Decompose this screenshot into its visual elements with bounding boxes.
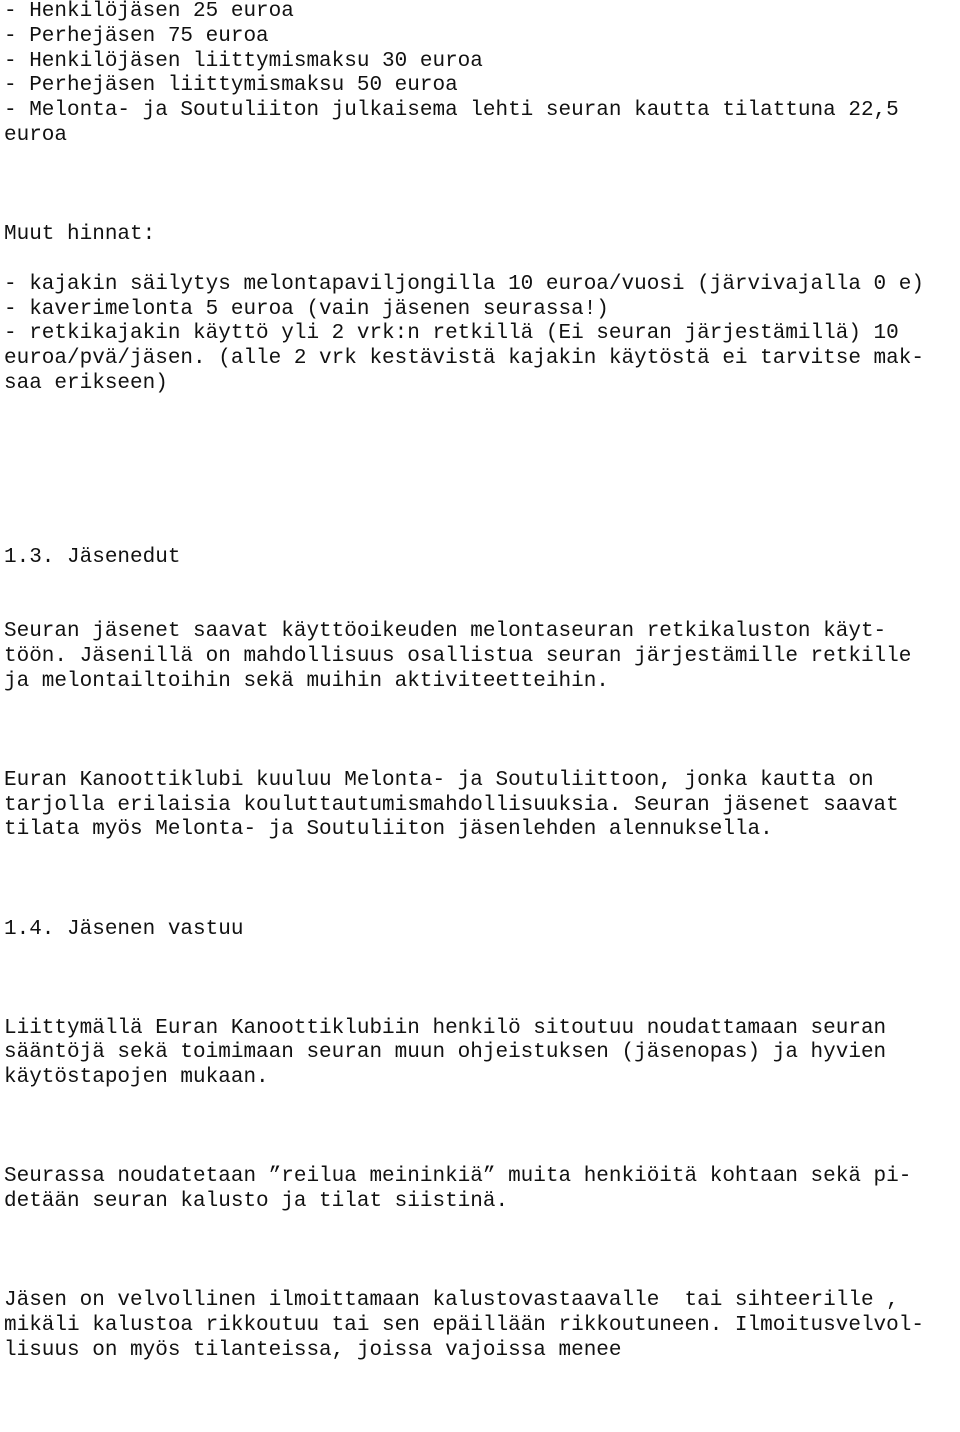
list-item: - Henkilöjäsen 25 euroa [4,0,294,23]
paragraph [4,769,956,843]
paragraph-line: Seuran jäsenet saavat käyttöoikeuden melontaseuran retkikaluston käyt- [4,619,887,643]
list-item: - retkikajakin käyttö yli 2 vrk:n retkillä (Ei seuran järjestämillä) 10 [4,322,899,346]
spacer [4,149,956,223]
membership-fees-list [4,0,956,149]
spacer [4,1091,956,1165]
paragraph-line: tarjolla erilaisia kouluttautumismahdollisuuksia. Seuran jäsenet saavat [4,793,899,817]
section-heading: 1.3. Jäsenedut [4,545,181,569]
paragraph [4,620,956,694]
paragraph-line: ja melontailtoihin sekä muihin aktiviteetteihin. [4,669,609,693]
spacer [4,248,956,273]
list-item: - kajakin säilytys melontapaviljongilla 10 euroa/vuosi (järvivajalla 0 e) [4,272,924,296]
spacer [4,843,956,917]
spacer [4,397,956,546]
spacer [4,570,956,620]
paragraph [4,1289,956,1363]
list-item: - kaverimelonta 5 euroa (vain jäsenen seurassa!) [4,297,609,321]
list-item: euroa [4,123,68,147]
paragraph-line: sääntöjä sekä toimimaan seuran muun ohjeistuksen (jäsenopas) ja hyvien [4,1041,887,1065]
paragraph-line: lisuus on myös tilanteissa, joissa vajoissa menee [4,1339,622,1363]
paragraph-line: Liittymällä Euran Kanoottiklubiin henkilö sitoutuu noudattamaan seuran [4,1016,887,1040]
paragraph-line: Seurassa noudatetaan ”reilua meininkiä” muita henkiöitä kohtaan sekä pi- [4,1165,912,1189]
spacer [4,694,956,768]
paragraph-line: Euran Kanoottiklubi kuuluu Melonta- ja Soutuliittoon, jonka kautta on [4,768,874,792]
list-item: saa erikseen) [4,371,168,395]
paragraph-line: käytöstapojen mukaan. [4,1066,269,1090]
paragraph-line: mikäli kalustoa rikkoutuu tai sen epäillään rikkoutuneen. Ilmoitusvelvol- [4,1314,924,1338]
paragraph-line: tilata myös Melonta- ja Soutuliiton jäsenlehden alennuksella. [4,818,773,842]
paragraph-line: Jäsen on velvollinen ilmoittamaan kalustovastaavalle tai sihteerille , [4,1289,899,1313]
paragraph-line: detään seuran kalusto ja tilat siistinä. [4,1190,509,1214]
list-item: - Melonta- ja Soutuliiton julkaisema lehti seuran kautta tilattuna 22,5 [4,99,899,123]
other-prices-section [4,223,956,397]
list-item: - Henkilöjäsen liittymismaksu 30 euroa [4,49,483,73]
paragraph [4,1017,956,1091]
spacer [4,942,956,1016]
spacer [4,1215,956,1289]
paragraph-line: töön. Jäsenillä on mahdollisuus osallistua seuran järjestämille retkille [4,644,912,668]
list-item: euroa/pvä/jäsen. (alle 2 vrk kestävistä kajakin käytöstä ei tarvitse mak- [4,347,924,371]
paragraph [4,1165,956,1215]
section-heading: 1.4. Jäsenen vastuu [4,917,244,941]
section-1-4 [4,918,956,1364]
list-item: - Perhejäsen liittymismaksu 50 euroa [4,74,458,98]
section-1-3 [4,546,956,844]
other-prices-heading: Muut hinnat: [4,223,156,247]
document-page [4,0,956,1364]
list-item: - Perhejäsen 75 euroa [4,24,269,48]
